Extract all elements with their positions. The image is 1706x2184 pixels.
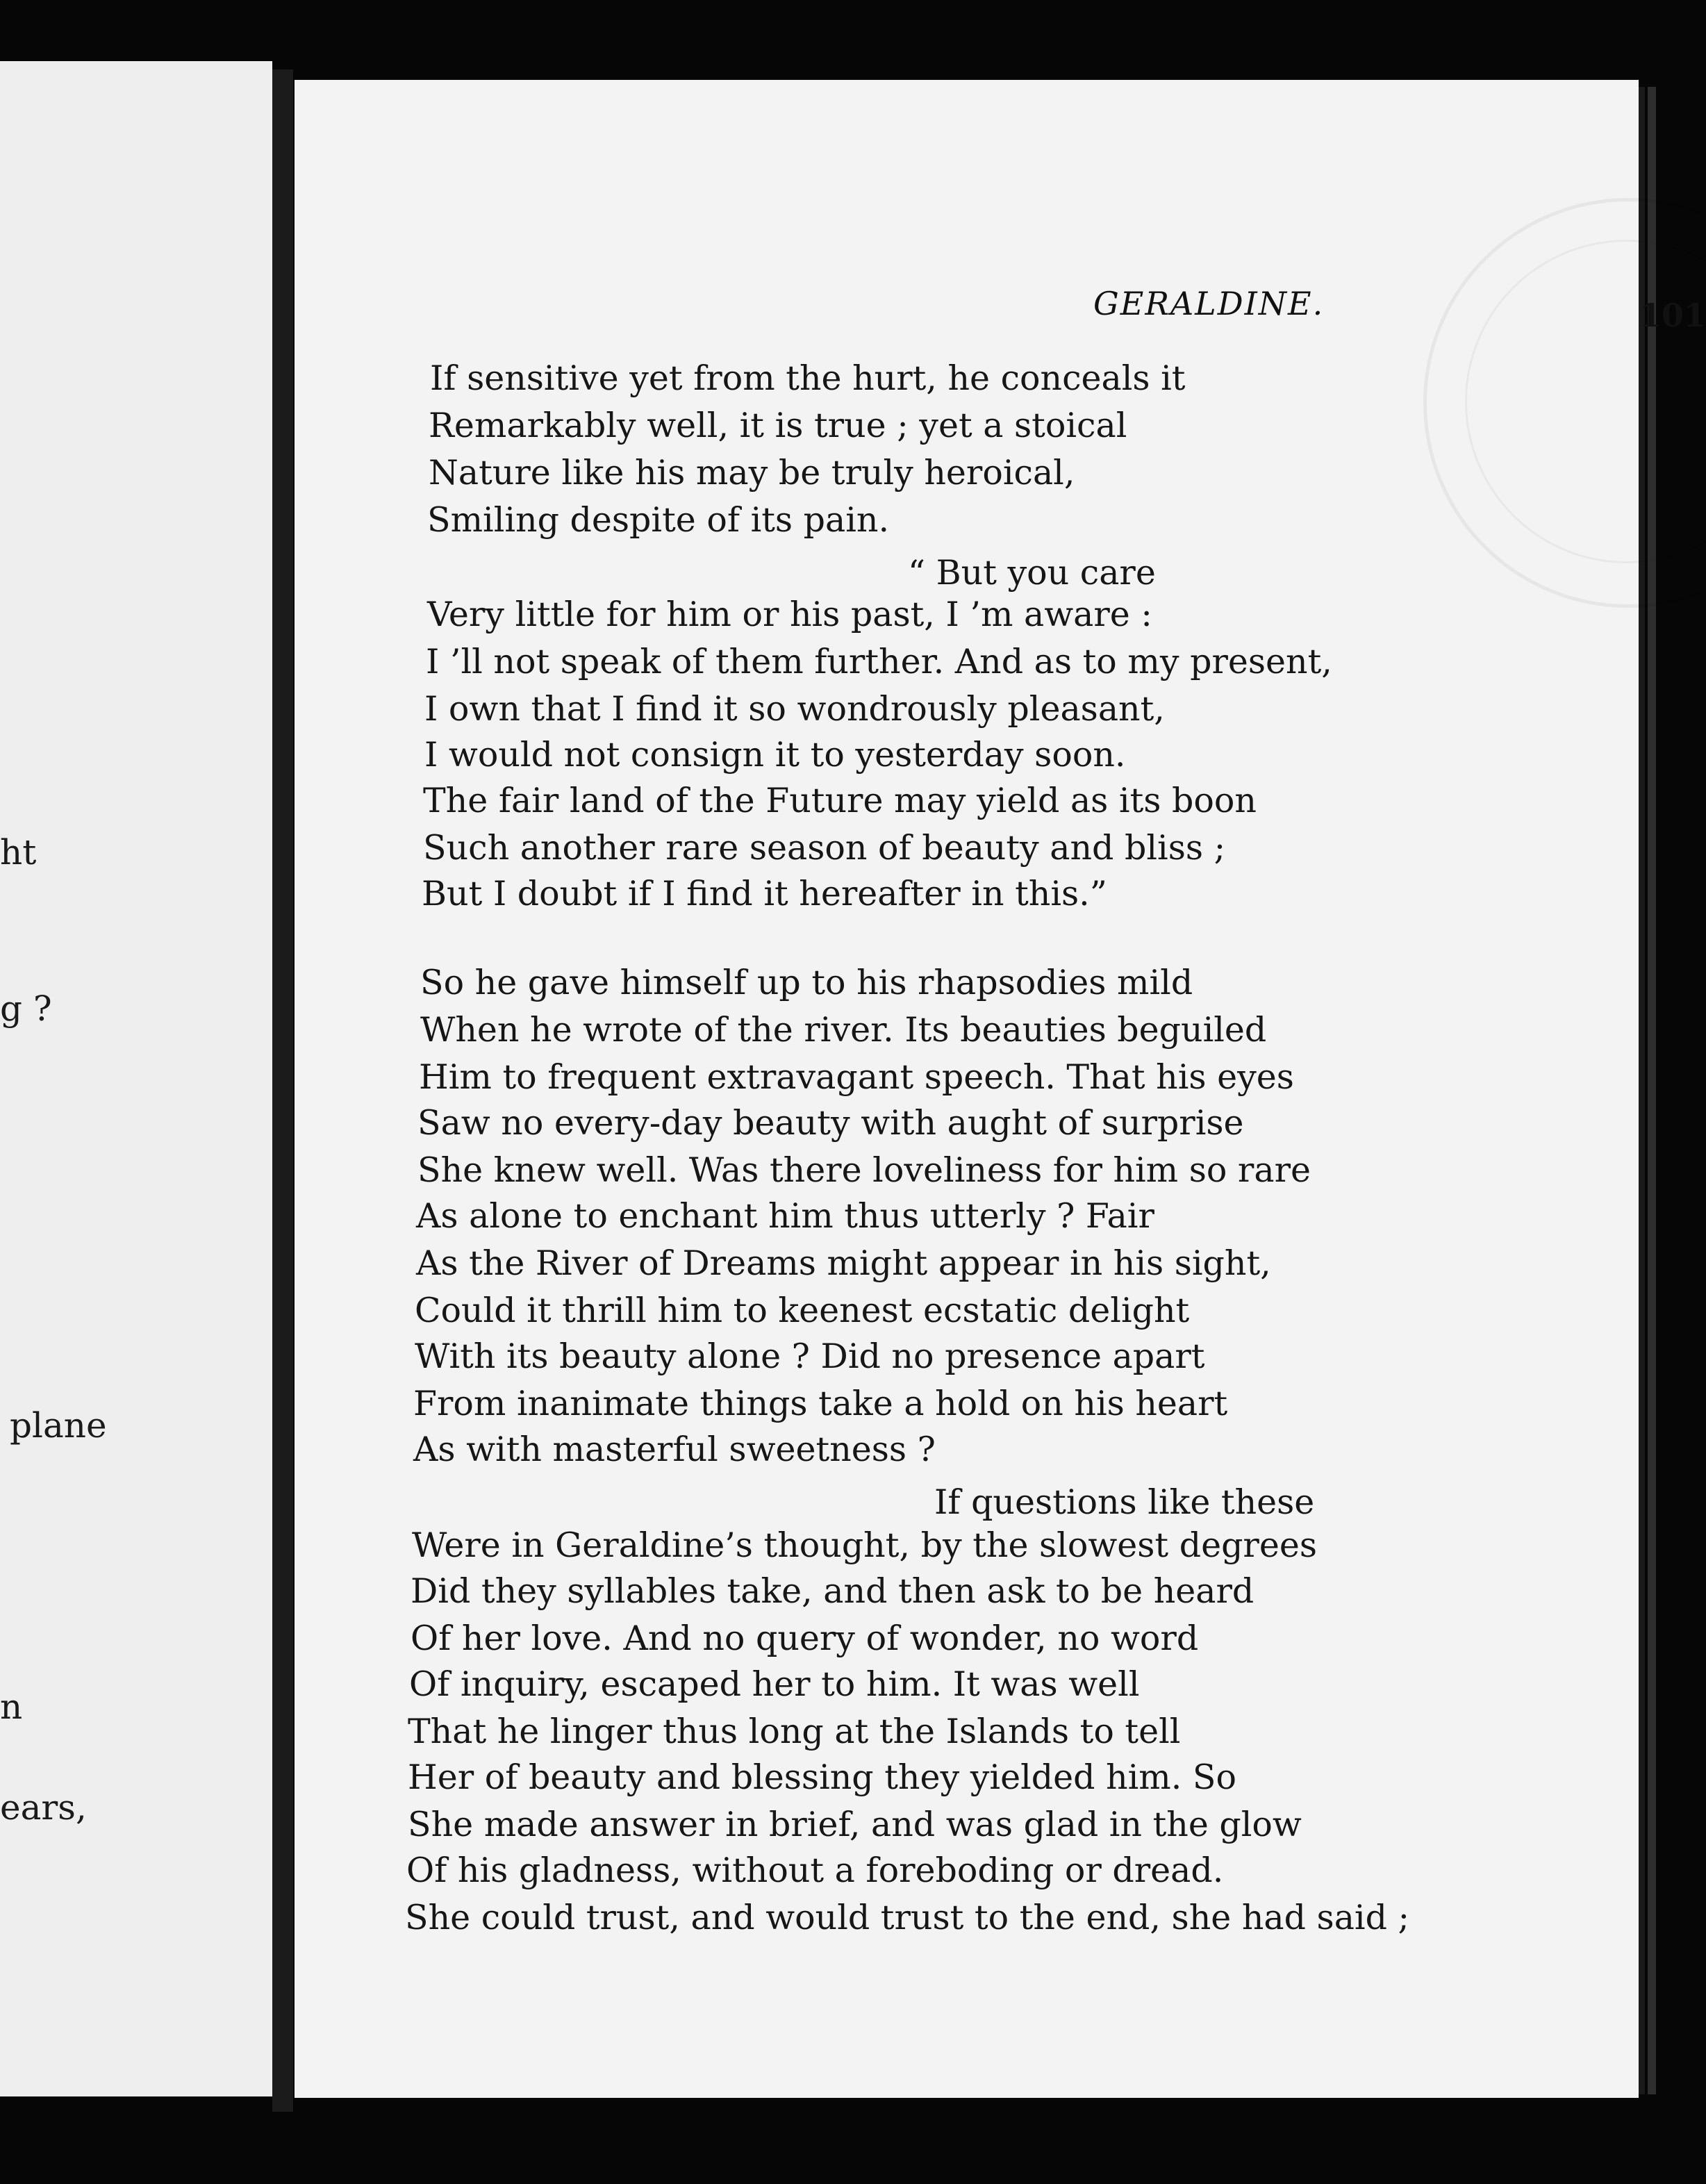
- verse-line: Were in Geraldine’s thought, by the slowest degrees: [412, 1525, 1317, 1565]
- book-gutter: [272, 69, 293, 2112]
- library-stamp-inner-ring: [1465, 240, 1706, 563]
- verse-line: She made answer in brief, and was glad in the glow: [408, 1805, 1302, 1844]
- library-stamp: [1423, 198, 1706, 608]
- verse-line: The fair land of the Future may yield as its boon: [423, 781, 1257, 820]
- verse-line: As with masterful sweetness ?: [413, 1430, 936, 1469]
- verse-line: Of her love. And no query of wonder, no word: [411, 1619, 1199, 1658]
- verse-line: Did they syllables take, and then ask to be heard: [411, 1571, 1254, 1611]
- running-title: GERALDINE.: [1093, 285, 1325, 322]
- verse-line: From inanimate things take a hold on his heart: [413, 1384, 1228, 1423]
- verse-line: Remarkably well, it is true ; yet a stoical: [429, 406, 1127, 445]
- verse-line: Of his gladness, without a foreboding or dread.: [406, 1851, 1224, 1890]
- verse-line: With its beauty alone ? Did no presence apart: [415, 1337, 1205, 1376]
- verse-line: I ’ll not speak of them further. And as to my present,: [426, 642, 1332, 681]
- verse-line: I own that I find it so wondrously pleasant,: [424, 689, 1165, 729]
- verse-line: So he gave himself up to his rhapsodies mild: [420, 963, 1193, 1002]
- left-page-fragment: plane: [10, 1405, 107, 1446]
- verse-line: That he linger thus long at the Islands to tell: [408, 1712, 1181, 1751]
- right-page: [295, 80, 1706, 2098]
- verse-line: She could trust, and would trust to the end, she had said ;: [405, 1898, 1410, 1937]
- verse-line: If sensitive yet from the hurt, he conceals it: [430, 358, 1186, 398]
- verse-line: Smiling despite of its pain.: [427, 500, 890, 540]
- verse-line: Him to frequent extravagant speech. That his eyes: [419, 1057, 1294, 1097]
- verse-line: As the River of Dreams might appear in his sight,: [416, 1243, 1271, 1283]
- verse-line: Very little for him or his past, I ’m aware :: [427, 595, 1152, 634]
- verse-line: “ But you care: [908, 553, 1156, 593]
- verse-line: If questions like these: [934, 1482, 1315, 1522]
- left-page-fragment: ht: [0, 832, 37, 872]
- verse-line: Saw no every-day beauty with aught of surprise: [417, 1103, 1244, 1143]
- verse-line: I would not consign it to yesterday soon.: [424, 735, 1126, 775]
- verse-line: As alone to enchant him thus utterly ? Fair: [416, 1196, 1154, 1236]
- verse-line: Her of beauty and blessing they yielded him. So: [408, 1757, 1236, 1797]
- left-page-fragment: ears,: [0, 1787, 87, 1828]
- verse-line: Nature like his may be truly heroical,: [429, 453, 1075, 493]
- verse-line: She knew well. Was there loveliness for him so rare: [417, 1150, 1311, 1190]
- left-page-fragment: n: [0, 1687, 23, 1727]
- verse-line: Of inquiry, escaped her to him. It was well: [409, 1664, 1140, 1704]
- page-number: 101: [1639, 297, 1706, 334]
- verse-line: When he wrote of the river. Its beauties beguiled: [420, 1010, 1267, 1050]
- verse-line: Could it thrill him to keenest ecstatic delight: [415, 1291, 1190, 1330]
- verse-line: Such another rare season of beauty and bliss ;: [423, 828, 1226, 868]
- verse-line: But I doubt if I find it hereafter in this.”: [422, 874, 1107, 913]
- left-page: [0, 61, 272, 2096]
- left-page-fragment: g ?: [0, 988, 52, 1029]
